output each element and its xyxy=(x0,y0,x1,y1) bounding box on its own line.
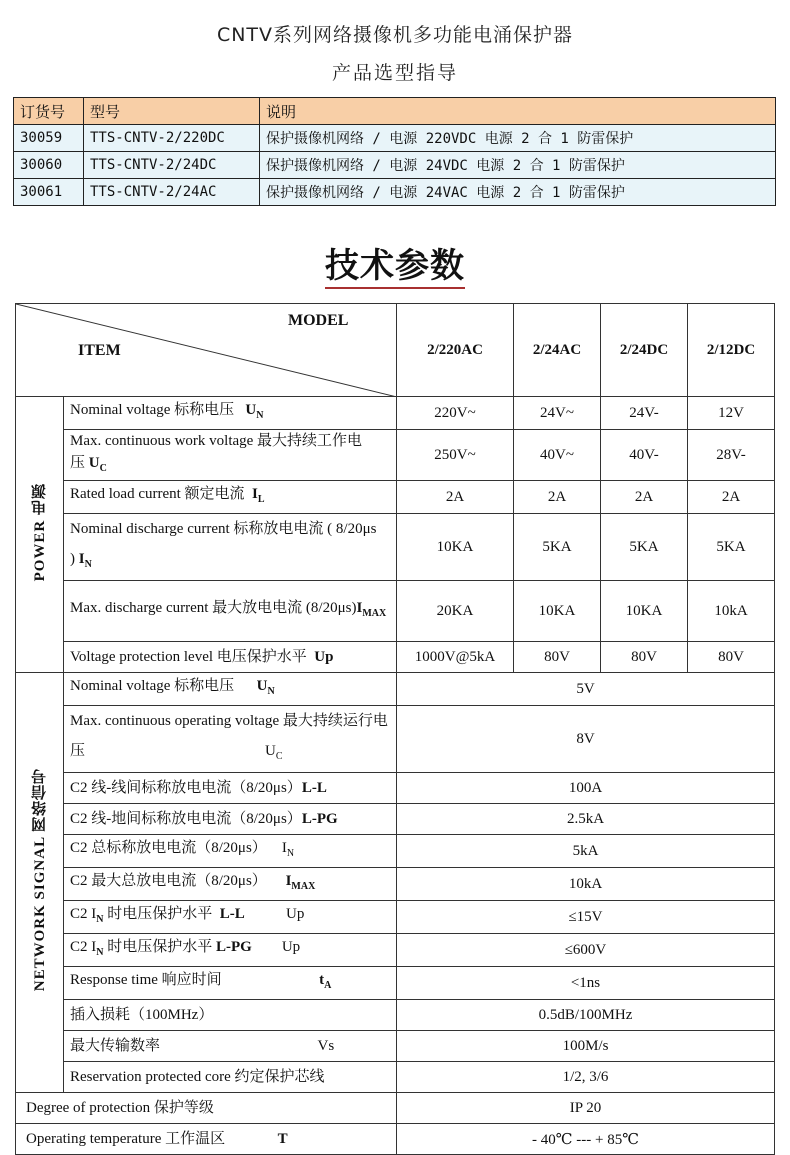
value-cell: 2A xyxy=(688,481,775,514)
value-cell: 80V xyxy=(514,642,601,673)
value-cell: 28V- xyxy=(688,430,775,481)
value-cell: 5KA xyxy=(601,514,688,581)
table-row xyxy=(16,481,775,514)
value-cell: 40V~ xyxy=(514,430,601,481)
value-cell: 10kA xyxy=(397,868,775,901)
param-label: 最大传输数率 Vs xyxy=(64,1031,397,1062)
spec-header-row xyxy=(16,304,775,397)
model-col-3: 2/24DC xyxy=(601,304,688,397)
table-row xyxy=(16,673,775,706)
table-row xyxy=(16,514,775,581)
param-label: Nominal voltage 标称电压 $U_N$ xyxy=(64,397,397,430)
value-cell: 80V xyxy=(601,642,688,673)
order-desc: 保护摄像机网络 / 电源 24VAC 电源 2 合 1 防雷保护 xyxy=(260,179,776,206)
model-col-1: 2/220AC xyxy=(397,304,514,397)
value-cell: 2A xyxy=(514,481,601,514)
value-cell: 5kA xyxy=(397,835,775,868)
order-model: TTS-CNTV-2/24DC xyxy=(84,152,260,179)
value-cell: 24V- xyxy=(601,397,688,430)
param-label: Degree of protection 保护等级 xyxy=(16,1093,397,1124)
value-cell: 40V- xyxy=(601,430,688,481)
value-cell: 1/2, 3/6 xyxy=(397,1062,775,1093)
value-cell: 250V~ xyxy=(397,430,514,481)
page-subtitle: 产品选型指导 xyxy=(331,62,458,84)
value-cell: 10KA xyxy=(397,514,514,581)
value-cell: <1ns xyxy=(397,967,775,1000)
table-row xyxy=(16,1000,775,1031)
table-row xyxy=(14,152,776,179)
value-cell: - 40℃ --- + 85℃ xyxy=(397,1124,775,1155)
param-label: 插入损耗（100MHz） xyxy=(64,1000,397,1031)
value-cell: 8V xyxy=(397,706,775,773)
param-label: Rated load current 额定电流 $I_L$ xyxy=(64,481,397,514)
param-label: Voltage protection level 电压保护水平 Up xyxy=(64,642,397,673)
value-cell: 2.5kA xyxy=(397,804,775,835)
table-row xyxy=(16,901,775,934)
section-title: 技术参数 xyxy=(325,246,465,286)
param-label: Nominal voltage 标称电压 $U_N$ xyxy=(64,673,397,706)
value-cell: 1000V@5kA xyxy=(397,642,514,673)
order-table-header xyxy=(14,98,776,125)
value-cell: 100M/s xyxy=(397,1031,775,1062)
table-row xyxy=(16,773,775,804)
value-cell: 2A xyxy=(397,481,514,514)
order-col-model: 型号 xyxy=(84,98,260,125)
value-cell: 100A xyxy=(397,773,775,804)
value-cell: 12V xyxy=(688,397,775,430)
order-desc: 保护摄像机网络 / 电源 220VDC 电源 2 合 1 防雷保护 xyxy=(260,125,776,152)
order-desc: 保护摄像机网络 / 电源 24VDC 电源 2 合 1 防雷保护 xyxy=(260,152,776,179)
value-cell: 20KA xyxy=(397,581,514,642)
table-row xyxy=(14,125,776,152)
param-label: C2 $I_N$ 时电压保护水平 L-PG Up xyxy=(64,934,397,967)
table-row xyxy=(16,581,775,642)
param-label: Max. continuous operating voltage 最大持续运行电压 $U_C$ xyxy=(64,706,397,773)
order-col-desc: 说明 xyxy=(260,98,776,125)
value-cell: ≤600V xyxy=(397,934,775,967)
page-title: CNTV系列网络摄像机多功能电涌保护器 xyxy=(216,24,574,46)
section-title-underline xyxy=(325,287,465,289)
param-label: C2 总标称放电电流（8/20μs） $I_N$ xyxy=(64,835,397,868)
param-label: Reservation protected core 约定保护芯线 xyxy=(64,1062,397,1093)
param-label: Operating temperature 工作温区 T xyxy=(16,1124,397,1155)
value-cell: 0.5dB/100MHz xyxy=(397,1000,775,1031)
model-label: MODEL xyxy=(288,312,349,329)
table-row xyxy=(16,934,775,967)
value-cell: 10KA xyxy=(514,581,601,642)
table-row xyxy=(16,1062,775,1093)
param-label: Max. discharge current 最大放电电流 $(8/20\mu s)I_{MAX}$ xyxy=(64,581,397,642)
spec-table xyxy=(15,303,775,1155)
table-row xyxy=(16,1124,775,1155)
value-cell: ≤15V xyxy=(397,901,775,934)
param-label: Max. continuous work voltage 最大持续工作电压 $U_C$ xyxy=(64,430,397,481)
order-number: 30061 xyxy=(14,179,84,206)
network-group-label: NETWORK SIGNAL 网络信号 xyxy=(16,673,64,1093)
value-cell: 5KA xyxy=(688,514,775,581)
param-label: Nominal discharge current 标称放电电流 ( 8/20μs ) $I_N$ xyxy=(64,514,397,581)
value-cell: 80V xyxy=(688,642,775,673)
value-cell: IP 20 xyxy=(397,1093,775,1124)
param-label: C2 线-线间标称放电电流（8/20μs）L-L xyxy=(64,773,397,804)
value-cell: 220V~ xyxy=(397,397,514,430)
value-cell: 2A xyxy=(601,481,688,514)
param-label: C2 线-地间标称放电电流（8/20μs）L-PG xyxy=(64,804,397,835)
value-cell: 5KA xyxy=(514,514,601,581)
table-row xyxy=(16,706,775,773)
item-label: ITEM xyxy=(78,342,121,359)
value-cell: 24V~ xyxy=(514,397,601,430)
order-number: 30060 xyxy=(14,152,84,179)
model-col-2: 2/24AC xyxy=(514,304,601,397)
table-row xyxy=(16,1093,775,1124)
order-col-number: 订货号 xyxy=(14,98,84,125)
value-cell: 10KA xyxy=(601,581,688,642)
table-row xyxy=(16,1031,775,1062)
order-number: 30059 xyxy=(14,125,84,152)
param-label: C2 $I_N$ 时电压保护水平 L-L Up xyxy=(64,901,397,934)
value-cell: 10kA xyxy=(688,581,775,642)
table-row xyxy=(16,642,775,673)
order-selection-table xyxy=(13,97,776,206)
model-col-4: 2/12DC xyxy=(688,304,775,397)
param-label: Response time 响应时间 $t_A$ xyxy=(64,967,397,1000)
table-row xyxy=(16,804,775,835)
order-model: TTS-CNTV-2/24AC xyxy=(84,179,260,206)
table-row xyxy=(14,179,776,206)
table-row xyxy=(16,430,775,481)
power-group-label: POWER 电源 xyxy=(16,397,64,673)
table-row xyxy=(16,967,775,1000)
param-label: C2 最大总放电电流（8/20μs） $I_{MAX}$ xyxy=(64,868,397,901)
table-row xyxy=(16,397,775,430)
model-item-header xyxy=(16,304,397,397)
table-row xyxy=(16,835,775,868)
table-row xyxy=(16,868,775,901)
order-model: TTS-CNTV-2/220DC xyxy=(84,125,260,152)
value-cell: 5V xyxy=(397,673,775,706)
